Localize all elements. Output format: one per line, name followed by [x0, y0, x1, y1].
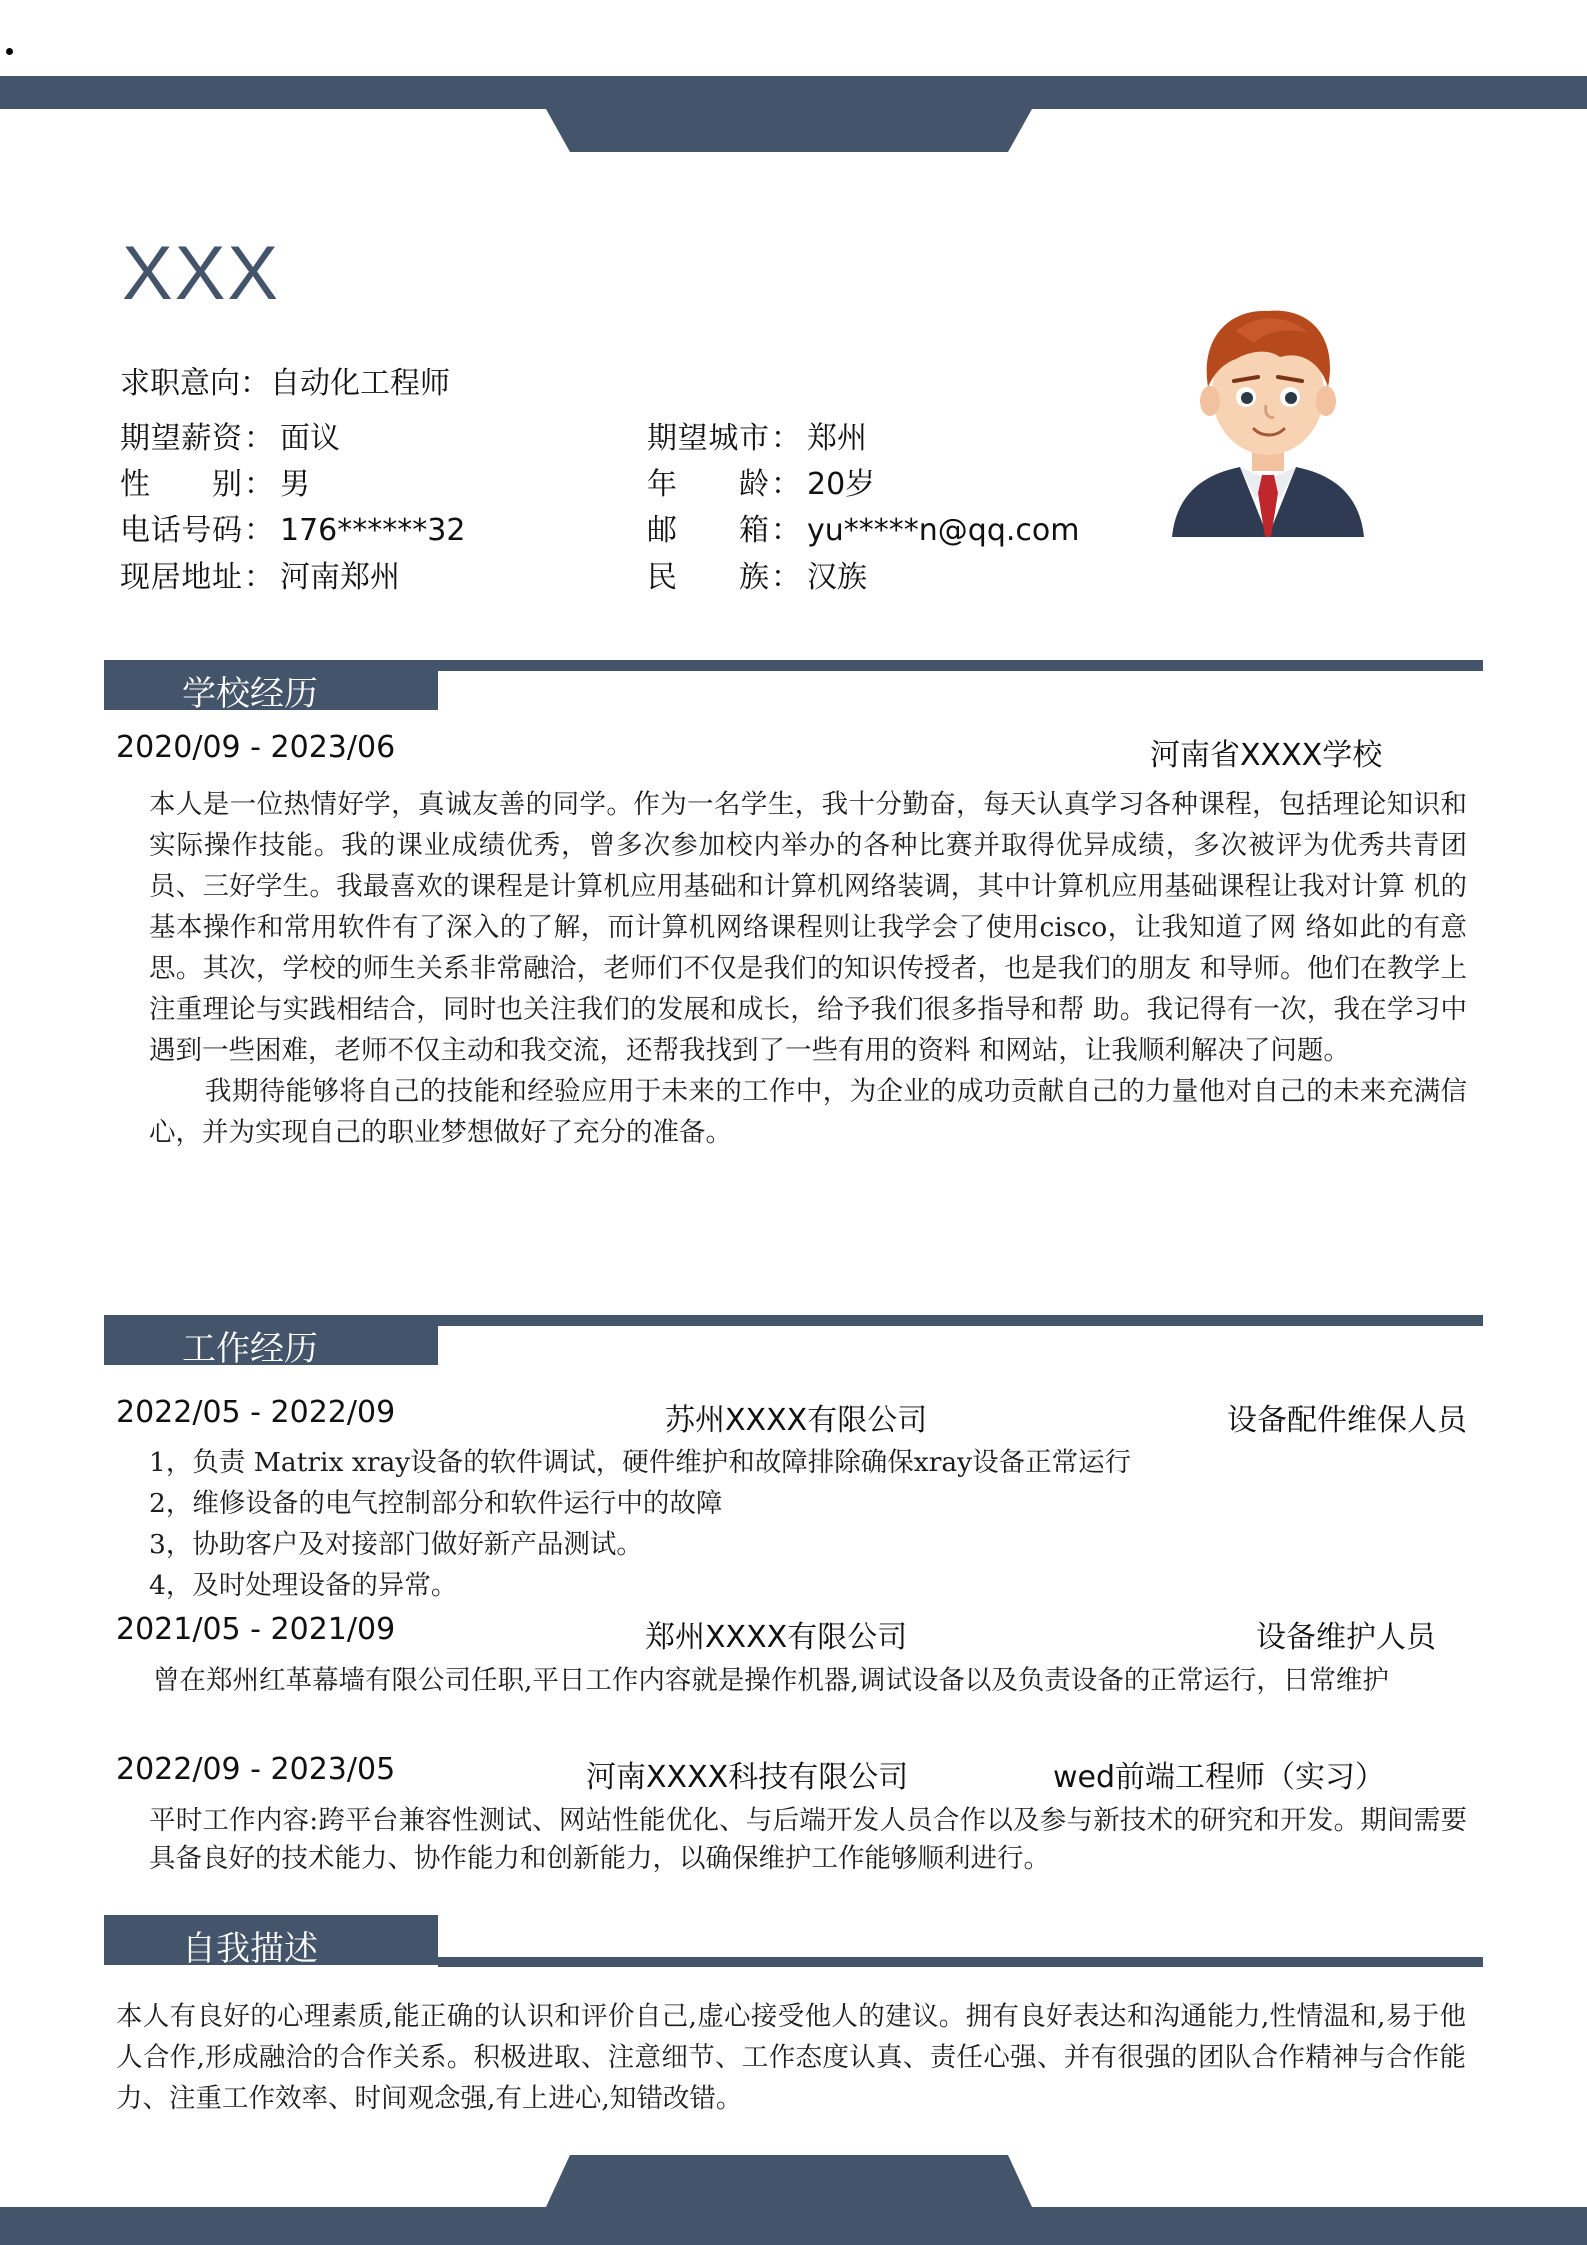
job-duty: 2，维修设备的电气控制部分和软件运行中的故障	[149, 1488, 723, 1519]
job-period: 2022/09 - 2023/05	[116, 1752, 396, 1787]
email-value: yu*****n@qq.com	[807, 513, 1080, 548]
ethnicity-value: 汉族	[807, 560, 867, 595]
salary-label: 期望薪资	[120, 421, 242, 456]
ethnicity-label: 民族	[647, 560, 769, 595]
work-title: 工作经历	[182, 1329, 318, 1369]
self-section-header	[104, 1915, 1483, 1971]
job-duty: 3，协助客户及对接部门做好新产品测试。	[149, 1529, 643, 1560]
salary-value: 面议	[280, 421, 340, 456]
address-row: 现居地址： 河南郑州	[120, 552, 400, 596]
education-title: 学校经历	[182, 674, 318, 714]
gender-label: 性别	[120, 467, 242, 502]
job-duty: 4，及时处理设备的异常。	[149, 1570, 458, 1601]
job-position: 设备维护人员	[1256, 1620, 1436, 1655]
job-period: 2022/05 - 2022/09	[116, 1395, 396, 1430]
education-paragraph-1: 本人是一位热情好学，真诚友善的同学。作为一名学生，我十分勤奋，每天认真学习各种课程，包括理论知识和实际操作技能。我的课业成绩优秀，曾多次参加校内举办的各种比赛并取得优异成绩，多次被评为优秀共青团员、三好学生。我最喜欢的课程是计算机应用基础和计算机网络装调，其中计算机应用基础课程让我对计算 机的基本操作和常用软件有了深入的了解，而计算机网络课程则让我学会了使用cisco，让我知道了网 络如此的有意思。其次，学校的师生关系非常融洽，老师们不仅是我们的知识传授者，也是我们的朋友 和导师。他们在教学上注重理论与实践相结合，同时也关注我们的发展和成长，给予我们很多指导和帮 助。我记得有一次，我在学习中遇到一些困难，老师不仅主动和我交流，还帮我找到了一些有用的资料 和网站，让我顺利解决了问题。	[149, 789, 1467, 1066]
job-intent-label: 求职意向：	[120, 366, 270, 401]
education-period: 2020/09 - 2023/06	[116, 730, 396, 765]
ethnicity-row: 民族： 汉族	[647, 552, 867, 596]
gender-row: 性别： 男	[120, 459, 310, 503]
job-description: 曾在郑州红革幕墙有限公司任职,平日工作内容就是操作机器,调试设备以及负责设备的正常运行，日常维护	[153, 1665, 1389, 1696]
email-label: 邮箱	[647, 513, 769, 548]
city-label: 期望城市	[647, 421, 769, 456]
job-company: 苏州XXXX有限公司	[665, 1403, 928, 1438]
education-paragraph-2: 我期待能够将自己的技能和经验应用于未来的工作中，为企业的成功贡献自己的力量他对自己的未来充满信心，并为实现自己的职业梦想做好了充分的准备。	[149, 1076, 1467, 1148]
job-duty: 1，负责 Matrix xray设备的软件调试，硬件维护和故障排除确保xray设备正常运行	[149, 1447, 1132, 1478]
section-tab	[104, 1315, 438, 1369]
phone-value: 176******32	[280, 513, 466, 548]
job-position: wed前端工程师（实习）	[1053, 1760, 1386, 1795]
email-row: 邮箱： yu*****n@qq.com	[647, 505, 1079, 549]
self-title: 自我描述	[182, 1929, 318, 1969]
job-company: 郑州XXXX有限公司	[645, 1620, 908, 1655]
age-label: 年龄	[647, 467, 769, 502]
section-tab	[104, 660, 438, 714]
avatar	[1170, 297, 1366, 537]
city-value: 郑州	[807, 421, 867, 456]
job-intent-value: 自动化工程师	[270, 366, 450, 401]
job-intent-row	[120, 358, 450, 402]
job-company: 河南XXXX科技有限公司	[586, 1760, 909, 1795]
candidate-name: XXX	[122, 231, 281, 316]
phone-row: 电话号码： 176******32	[120, 505, 465, 549]
city-row: 期望城市： 郑州	[647, 413, 867, 457]
footer-decoration	[0, 2155, 1587, 2245]
gender-value: 男	[280, 467, 310, 502]
header-decoration	[0, 76, 1587, 156]
salary-row: 期望薪资： 面议	[120, 413, 340, 457]
phone-label: 电话号码	[120, 513, 242, 548]
job-description: 平时工作内容:跨平台兼容性测试、网站性能优化、与后端开发人员合作以及参与新技术的研究和开发。期间需要具备良好的技术能力、协作能力和创新能力，以确保维护工作能够顺利进行。	[149, 1805, 1467, 1874]
age-value: 20岁	[807, 467, 876, 502]
section-rule	[438, 1957, 1483, 1967]
education-description	[149, 784, 1467, 1153]
self-description: 本人有良好的心理素质,能正确的认识和评价自己,虚心接受他人的建议。拥有良好表达和沟通能力,性情温和,易于他人合作,形成融洽的合作关系。积极进取、注意细节、工作态度认真、责任心强、并有很强的团队合作精神与合作能力、注重工作效率、时间观念强,有上进心,知错改错。	[116, 2001, 1466, 2114]
section-rule	[438, 660, 1483, 671]
section-tab	[104, 1915, 438, 1969]
page-dot	[6, 48, 13, 55]
work-section-header	[104, 1315, 1483, 1371]
education-section-header	[104, 660, 1483, 716]
job-period: 2021/05 - 2021/09	[116, 1612, 396, 1647]
section-rule	[438, 1315, 1483, 1326]
address-label: 现居地址	[120, 560, 242, 595]
education-school: 河南省XXXX学校	[1150, 738, 1383, 773]
age-row: 年龄： 20岁	[647, 459, 875, 503]
address-value: 河南郑州	[280, 560, 400, 595]
job-position: 设备配件维保人员	[1227, 1403, 1467, 1438]
